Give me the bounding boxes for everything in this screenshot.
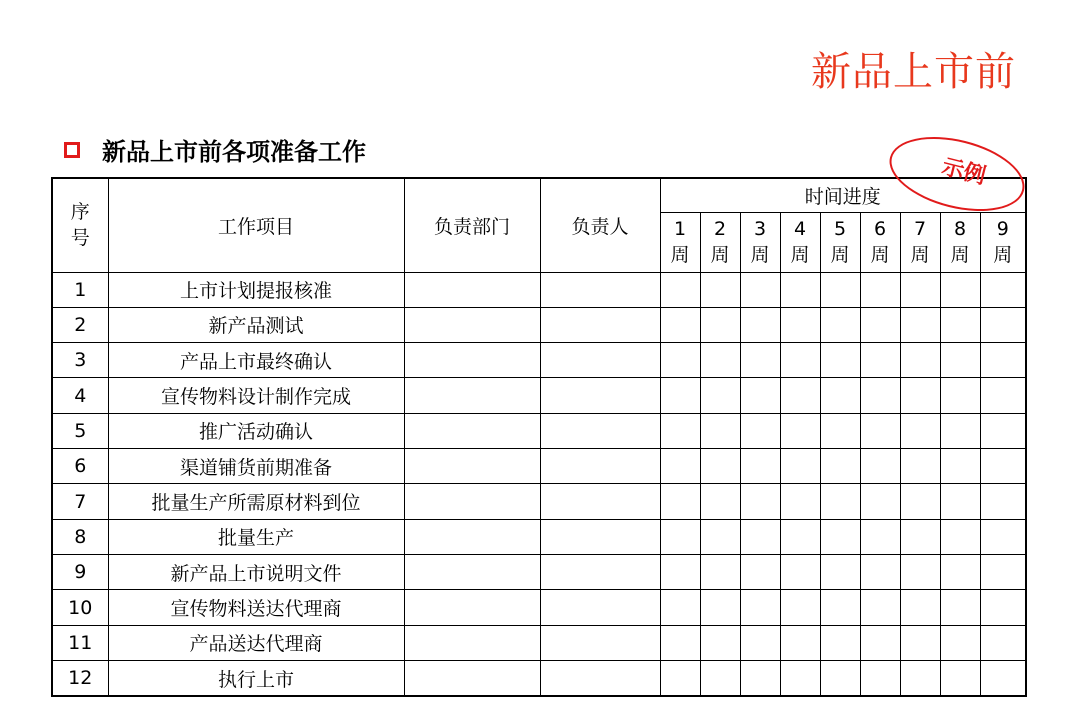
- week-cell: [740, 555, 780, 590]
- row-seq: 12: [52, 661, 108, 696]
- week-cell: [700, 661, 740, 696]
- week-cell: [780, 378, 820, 413]
- row-dept-cell: [404, 625, 540, 660]
- row-dept-cell: [404, 555, 540, 590]
- week-cell: [980, 307, 1026, 342]
- week-cell: [700, 307, 740, 342]
- week-cell: [940, 449, 980, 484]
- week-cell: [900, 625, 940, 660]
- table-row: [52, 307, 1026, 342]
- week-cell: [900, 413, 940, 448]
- week-cell: [700, 449, 740, 484]
- week-cell: [740, 625, 780, 660]
- row-person-cell: [540, 378, 660, 413]
- week-cell: [780, 307, 820, 342]
- row-seq: 6: [52, 449, 108, 484]
- week-cell: [900, 449, 940, 484]
- week-cell: [700, 484, 740, 519]
- header-week-7: 7 周: [900, 212, 940, 272]
- row-person-cell: [540, 272, 660, 307]
- week-cell: [780, 519, 820, 554]
- week-cell: [780, 590, 820, 625]
- week-cell: [860, 343, 900, 378]
- row-dept-cell: [404, 307, 540, 342]
- row-person-cell: [540, 343, 660, 378]
- week-cell: [740, 590, 780, 625]
- week-cell: [740, 484, 780, 519]
- row-item: 推广活动确认: [108, 413, 404, 448]
- week-cell: [820, 555, 860, 590]
- week-cell: [980, 378, 1026, 413]
- header-progress: 时间进度: [660, 178, 1026, 212]
- week-cell: [780, 413, 820, 448]
- week-cell: [740, 413, 780, 448]
- week-cell: [820, 449, 860, 484]
- section-heading-text: 新品上市前各项准备工作: [102, 138, 366, 166]
- week-cell: [740, 449, 780, 484]
- row-item: 宣传物料送达代理商: [108, 590, 404, 625]
- week-cell: [940, 625, 980, 660]
- row-dept-cell: [404, 661, 540, 696]
- header-week-6: 6 周: [860, 212, 900, 272]
- week-cell: [660, 272, 700, 307]
- row-item: 宣传物料设计制作完成: [108, 378, 404, 413]
- week-cell: [660, 449, 700, 484]
- row-item: 新产品测试: [108, 307, 404, 342]
- week-cell: [700, 413, 740, 448]
- week-cell: [740, 272, 780, 307]
- week-cell: [780, 272, 820, 307]
- week-cell: [860, 449, 900, 484]
- week-cell: [900, 519, 940, 554]
- week-cell: [660, 413, 700, 448]
- week-cell: [700, 343, 740, 378]
- week-cell: [940, 519, 980, 554]
- week-cell: [860, 484, 900, 519]
- week-cell: [780, 661, 820, 696]
- week-cell: [700, 555, 740, 590]
- table-row: [52, 413, 1026, 448]
- row-seq: 7: [52, 484, 108, 519]
- row-seq: 4: [52, 378, 108, 413]
- week-cell: [940, 484, 980, 519]
- week-cell: [820, 590, 860, 625]
- table-row: [52, 449, 1026, 484]
- week-cell: [940, 343, 980, 378]
- week-cell: [660, 625, 700, 660]
- week-cell: [780, 625, 820, 660]
- week-cell: [700, 590, 740, 625]
- table-row: [52, 590, 1026, 625]
- week-cell: [740, 661, 780, 696]
- row-seq: 9: [52, 555, 108, 590]
- row-person-cell: [540, 449, 660, 484]
- week-cell: [660, 590, 700, 625]
- week-cell: [980, 590, 1026, 625]
- week-cell: [980, 272, 1026, 307]
- header-person: 负责人: [540, 178, 660, 272]
- row-item: 渠道铺货前期准备: [108, 449, 404, 484]
- row-dept-cell: [404, 484, 540, 519]
- row-seq: 11: [52, 625, 108, 660]
- row-item: 批量生产所需原材料到位: [108, 484, 404, 519]
- table-row: [52, 519, 1026, 554]
- row-person-cell: [540, 519, 660, 554]
- row-person-cell: [540, 555, 660, 590]
- week-cell: [780, 449, 820, 484]
- row-dept-cell: [404, 519, 540, 554]
- week-cell: [900, 378, 940, 413]
- header-week-5: 5 周: [820, 212, 860, 272]
- week-cell: [900, 272, 940, 307]
- row-person-cell: [540, 413, 660, 448]
- row-seq: 8: [52, 519, 108, 554]
- week-cell: [900, 343, 940, 378]
- header-week-8: 8 周: [940, 212, 980, 272]
- row-item: 产品上市最终确认: [108, 343, 404, 378]
- row-seq: 5: [52, 413, 108, 448]
- week-cell: [860, 378, 900, 413]
- week-cell: [900, 484, 940, 519]
- week-cell: [900, 555, 940, 590]
- row-dept-cell: [404, 449, 540, 484]
- week-cell: [860, 555, 900, 590]
- stamp-text: 示例: [939, 154, 989, 190]
- table-row: [52, 555, 1026, 590]
- header-week-1: 1 周: [660, 212, 700, 272]
- row-seq: 2: [52, 307, 108, 342]
- row-dept-cell: [404, 378, 540, 413]
- row-dept-cell: [404, 413, 540, 448]
- week-cell: [860, 661, 900, 696]
- header-week-4: 4 周: [780, 212, 820, 272]
- preparation-table: [51, 177, 1027, 697]
- week-cell: [780, 484, 820, 519]
- week-cell: [820, 272, 860, 307]
- week-cell: [780, 343, 820, 378]
- week-cell: [980, 413, 1026, 448]
- week-cell: [980, 555, 1026, 590]
- square-bullet-icon: [64, 142, 80, 158]
- row-person-cell: [540, 484, 660, 519]
- week-cell: [940, 590, 980, 625]
- page-title: 新品上市前: [811, 49, 1016, 95]
- week-cell: [820, 413, 860, 448]
- week-cell: [980, 625, 1026, 660]
- row-person-cell: [540, 590, 660, 625]
- week-cell: [740, 378, 780, 413]
- week-cell: [980, 661, 1026, 696]
- row-person-cell: [540, 625, 660, 660]
- week-cell: [940, 413, 980, 448]
- row-seq: 10: [52, 590, 108, 625]
- row-seq: 1: [52, 272, 108, 307]
- row-item: 批量生产: [108, 519, 404, 554]
- week-cell: [660, 555, 700, 590]
- week-cell: [820, 625, 860, 660]
- week-cell: [780, 555, 820, 590]
- week-cell: [660, 519, 700, 554]
- week-cell: [660, 661, 700, 696]
- week-cell: [660, 307, 700, 342]
- week-cell: [700, 378, 740, 413]
- table-row: [52, 484, 1026, 519]
- row-item: 新产品上市说明文件: [108, 555, 404, 590]
- week-cell: [820, 378, 860, 413]
- row-person-cell: [540, 307, 660, 342]
- table-row: [52, 272, 1026, 307]
- row-dept-cell: [404, 272, 540, 307]
- week-cell: [940, 378, 980, 413]
- week-cell: [860, 272, 900, 307]
- row-item: 执行上市: [108, 661, 404, 696]
- week-cell: [700, 272, 740, 307]
- week-cell: [820, 307, 860, 342]
- week-cell: [860, 413, 900, 448]
- week-cell: [740, 343, 780, 378]
- row-person-cell: [540, 661, 660, 696]
- week-cell: [860, 625, 900, 660]
- week-cell: [660, 343, 700, 378]
- row-item: 上市计划提报核准: [108, 272, 404, 307]
- week-cell: [820, 519, 860, 554]
- week-cell: [980, 519, 1026, 554]
- week-cell: [860, 590, 900, 625]
- week-cell: [860, 307, 900, 342]
- week-cell: [860, 519, 900, 554]
- week-cell: [740, 307, 780, 342]
- section-heading: [64, 132, 366, 167]
- week-cell: [940, 555, 980, 590]
- row-dept-cell: [404, 343, 540, 378]
- table-row: [52, 378, 1026, 413]
- week-cell: [980, 343, 1026, 378]
- week-cell: [740, 519, 780, 554]
- week-cell: [820, 343, 860, 378]
- week-cell: [900, 661, 940, 696]
- header-seq: 序 号: [52, 178, 108, 272]
- row-dept-cell: [404, 590, 540, 625]
- week-cell: [940, 661, 980, 696]
- table-row: [52, 343, 1026, 378]
- week-cell: [940, 272, 980, 307]
- header-week-3: 3 周: [740, 212, 780, 272]
- week-cell: [940, 307, 980, 342]
- week-cell: [700, 625, 740, 660]
- header-dept: 负责部门: [404, 178, 540, 272]
- week-cell: [820, 661, 860, 696]
- week-cell: [980, 484, 1026, 519]
- week-cell: [700, 519, 740, 554]
- week-cell: [980, 449, 1026, 484]
- row-seq: 3: [52, 343, 108, 378]
- table-row: [52, 625, 1026, 660]
- header-week-2: 2 周: [700, 212, 740, 272]
- table-row: [52, 661, 1026, 696]
- week-cell: [820, 484, 860, 519]
- header-week-9: 9 周: [980, 212, 1026, 272]
- header-item: 工作项目: [108, 178, 404, 272]
- week-cell: [900, 307, 940, 342]
- row-item: 产品送达代理商: [108, 625, 404, 660]
- week-cell: [900, 590, 940, 625]
- week-cell: [660, 378, 700, 413]
- week-cell: [660, 484, 700, 519]
